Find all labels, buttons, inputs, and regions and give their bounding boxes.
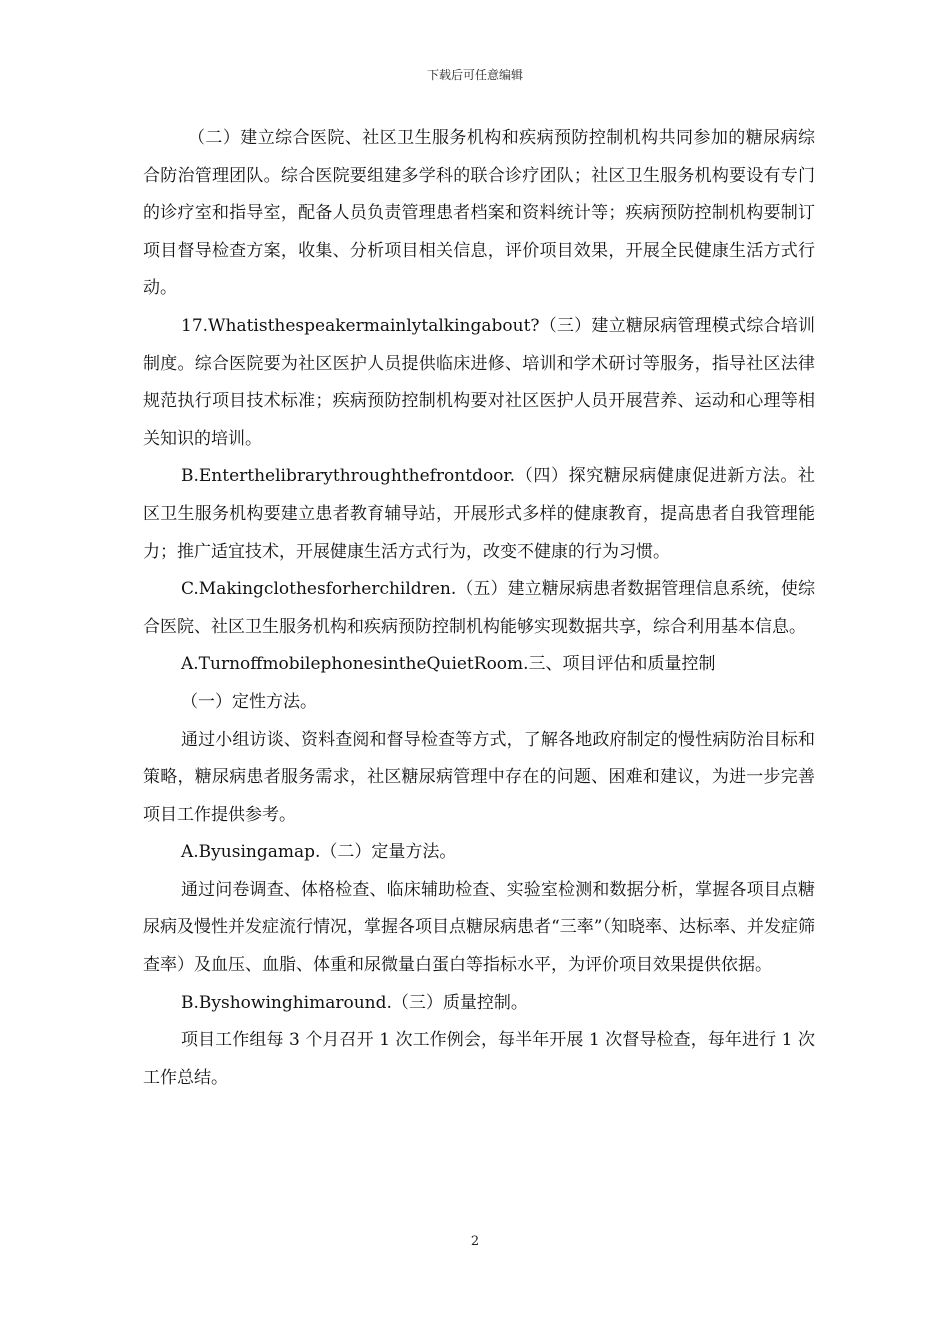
paragraph: （二）建立综合医院、社区卫生服务机构和疾病预防控制机构共同参加的糖尿病综合防治管理团队。综合医院要组建多学科的联合诊疗团队；社区卫生服务机构要设有专门的诊疗室和指导室，配备人员负责管理患者档案和资料统计等；疾病预防控制机构要制订项目督导检查方案，收集、分析项目相关信息，评价项目效果，开展全民健康生活方式行动。 [143, 128, 815, 299]
paragraph: B.Enterthelibrarythroughthefrontdoor.（四）探究糖尿病健康促进新方法。社区卫生服务机构要建立患者教育辅导站，开展形式多样的健康教育，提高患者自我管理能力；推广适宜技术，开展健康生活方式行为，改变不健康的行为习惯。 [143, 466, 815, 562]
paragraph: A.Byusingamap.（二）定量方法。 [181, 842, 457, 863]
page-number: 2 [470, 1234, 480, 1249]
paragraph: 项目工作组每 3 个月召开 1 次工作例会，每半年开展 1 次督导检查，每年进行 1 次工作总结。 [143, 1030, 815, 1088]
page-header: 下载后可任意编辑 [426, 68, 523, 82]
paragraph: 通过问卷调查、体格检查、临床辅助检查、实验室检测和数据分析，掌握各项目点糖尿病及慢性并发症流行情况，掌握各项目点糖尿病患者“三率”（知晓率、达标率、并发症筛查率）及血压、血脂、体重和尿微量白蛋白等指标水平，为评价项目效果提供依据。 [143, 879, 815, 976]
paragraph: A.TurnoffmobilephonesintheQuietRoom.三、项目评估和质量控制 [181, 654, 716, 675]
paragraph: B.Byshowinghimaround.（三）质量控制。 [181, 992, 528, 1013]
paragraph: 17.Whatisthespeakermainlytalkingabout?（三）建立糖尿病管理模式综合培训制度。综合医院要为社区医护人员提供临床进修、培训和学术研讨等服务，指导社区法律规范执行项目技术标准；疾病预防控制机构要对社区医护人员开展营养、运动和心理等相关知识的培训。 [143, 315, 815, 449]
paragraph: 通过小组访谈、资料查阅和督导检查等方式，了解各地政府制定的慢性病防治目标和策略，糖尿病患者服务需求，社区糖尿病管理中存在的问题、困难和建议，为进一步完善项目工作提供参考。 [143, 729, 815, 825]
document-body [143, 120, 815, 1097]
paragraph: （一）定性方法。 [181, 691, 317, 712]
paragraph: C.Makingclothesforherchildren.（五）建立糖尿病患者数据管理信息系统，使综合医院、社区卫生服务机构和疾病预防控制机构能够实现数据共享，综合利用基本信息。 [143, 579, 815, 637]
